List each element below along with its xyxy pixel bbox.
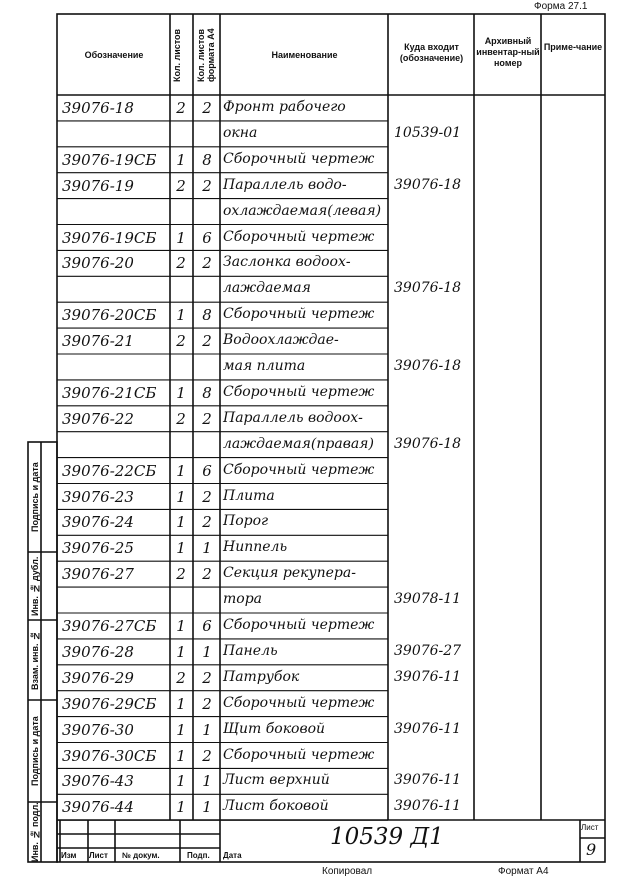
cell-sheet-count: 2 xyxy=(176,176,186,195)
cell-name: Параллель водо- xyxy=(223,176,347,193)
cell-sheet-count: 1 xyxy=(176,383,186,402)
cell-name: Сборочный чертеж xyxy=(223,461,375,478)
side-stamp-label: Подпись и дата xyxy=(30,462,40,532)
cell-a4-count: 1 xyxy=(202,642,212,661)
cell-name: Секция рекупера- xyxy=(223,565,356,582)
form-label: Форма 27.1 xyxy=(534,1,588,12)
cell-where-used: 39076-27 xyxy=(394,642,462,659)
cell-name: Сборочный чертеж xyxy=(223,306,375,323)
table-row xyxy=(0,147,621,173)
cell-designation: 39076-30СБ xyxy=(62,746,157,765)
cell-a4-count: 8 xyxy=(202,150,212,169)
cell-sheet-count: 1 xyxy=(176,306,186,325)
cell-designation: 39076-27 xyxy=(62,565,134,584)
cell-designation: 39076-19СБ xyxy=(62,150,157,169)
cell-name: Сборочный чертеж xyxy=(223,694,375,711)
cell-where-used: 39076-18 xyxy=(394,176,462,193)
cell-a4-count: 2 xyxy=(202,487,212,506)
cell-designation: 39076-19 xyxy=(62,176,134,195)
col-date: Дата xyxy=(223,851,242,860)
table-row xyxy=(0,587,621,613)
cell-sheet-count: 1 xyxy=(176,617,186,635)
table-row xyxy=(0,613,621,639)
cell-a4-count: 2 xyxy=(202,668,212,687)
table-row xyxy=(0,535,621,561)
cell-a4-count: 2 xyxy=(202,409,212,428)
table-row xyxy=(0,121,621,147)
table-row xyxy=(0,432,621,458)
cell-designation: 39076-29СБ xyxy=(62,694,157,713)
cell-name: Панель xyxy=(223,642,278,659)
cell-name: Сборочный чертеж xyxy=(223,746,375,763)
cell-name: Водоохлаждае- xyxy=(223,332,339,349)
cell-where-used: 39076-18 xyxy=(394,358,462,374)
format-label: Формат А4 xyxy=(498,866,549,877)
cell-a4-count: 2 xyxy=(202,746,212,765)
table-row xyxy=(0,484,621,510)
cell-sheet-count: 2 xyxy=(176,332,186,351)
cell-where-used: 39076-11 xyxy=(394,720,462,737)
header-sheet-count: Кол. листов xyxy=(172,28,182,82)
table-row xyxy=(0,199,621,225)
cell-a4-count: 2 xyxy=(202,254,212,273)
cell-name: мая плита xyxy=(223,358,306,374)
cell-a4-count: 6 xyxy=(202,617,212,635)
cell-designation: 39076-30 xyxy=(62,720,134,739)
cell-a4-count: 2 xyxy=(202,332,212,351)
cell-name: Плита xyxy=(223,487,275,504)
side-stamp-label: Взам. инв. № xyxy=(30,630,40,690)
side-stamp-label: Подпись и дата xyxy=(30,716,40,786)
header-designation: Обозначение xyxy=(84,50,144,60)
cell-sheet-count: 2 xyxy=(176,668,186,687)
table-row xyxy=(0,250,621,276)
cell-a4-count: 1 xyxy=(202,772,212,791)
cell-name: охлаждаемая(левая) xyxy=(223,202,382,219)
table-row xyxy=(0,743,621,769)
header-archive: Архивный инвентар-ный номер xyxy=(476,36,540,68)
cell-a4-count: 6 xyxy=(202,461,212,480)
cell-sheet-count: 2 xyxy=(176,409,186,428)
cell-sheet-count: 1 xyxy=(176,461,186,480)
cell-a4-count: 2 xyxy=(202,176,212,195)
sheet-number: 9 xyxy=(586,840,597,859)
cell-designation: 39076-24 xyxy=(62,513,134,532)
table-row xyxy=(0,95,621,121)
sheet-label: Лист xyxy=(581,823,599,832)
table-row xyxy=(0,380,621,406)
cell-a4-count: 2 xyxy=(202,99,212,117)
cell-sheet-count: 1 xyxy=(176,772,186,791)
header-note: Приме-чание xyxy=(543,42,603,52)
cell-name: Сборочный чертеж xyxy=(223,150,375,167)
header-where-used: Куда входит (обозначение) xyxy=(399,42,464,63)
cell-designation: 39076-21 xyxy=(62,332,134,351)
table-row xyxy=(0,794,621,820)
cell-sheet-count: 1 xyxy=(176,513,186,532)
table-row xyxy=(0,691,621,717)
table-row xyxy=(0,302,621,328)
cell-name: Щит боковой xyxy=(223,720,326,737)
cell-designation: 39076-22 xyxy=(62,409,134,428)
cell-designation: 39076-22СБ xyxy=(62,461,157,480)
cell-sheet-count: 1 xyxy=(176,539,186,558)
cell-where-used: 10539-01 xyxy=(394,124,462,141)
cell-where-used: 39078-11 xyxy=(394,591,462,608)
cell-sheet-count: 1 xyxy=(176,487,186,506)
cell-designation: 39076-21СБ xyxy=(62,383,157,402)
col-sign: Подп. xyxy=(187,851,210,860)
table-row xyxy=(0,276,621,302)
cell-name: Сборочный чертеж xyxy=(223,383,375,400)
cell-designation: 39076-29 xyxy=(62,668,134,687)
cell-a4-count: 2 xyxy=(202,513,212,532)
cell-designation: 39076-27СБ xyxy=(62,617,157,635)
cell-a4-count: 1 xyxy=(202,539,212,558)
cell-a4-count: 8 xyxy=(202,383,212,402)
cell-sheet-count: 2 xyxy=(176,565,186,584)
header-name: Наименование xyxy=(271,50,338,60)
col-izm: Изм xyxy=(61,851,77,860)
cell-sheet-count: 1 xyxy=(176,798,186,817)
cell-name: Сборочный чертеж xyxy=(223,228,375,245)
cell-name: лаждаемая(правая) xyxy=(223,435,374,452)
table-row xyxy=(0,225,621,251)
cell-name: Параллель водоох- xyxy=(223,409,363,426)
cell-where-used: 39076-11 xyxy=(394,772,462,789)
cell-sheet-count: 2 xyxy=(176,254,186,273)
copied-label: Копировал xyxy=(322,866,373,877)
cell-name: окна xyxy=(223,124,258,141)
cell-designation: 39076-25 xyxy=(62,539,134,558)
table-row xyxy=(0,458,621,484)
cell-where-used: 39076-11 xyxy=(394,798,462,815)
cell-a4-count: 1 xyxy=(202,720,212,739)
cell-designation: 39076-20 xyxy=(62,254,134,273)
side-stamp-label: Инв. № подл. xyxy=(30,802,40,862)
col-doc-no: № докум. xyxy=(122,851,160,860)
table-row xyxy=(0,354,621,380)
cell-designation: 39076-23 xyxy=(62,487,134,506)
cell-name: тора xyxy=(223,591,263,608)
table-row xyxy=(0,639,621,665)
cell-where-used: 39076-18 xyxy=(394,435,462,452)
cell-designation: 39076-19СБ xyxy=(62,228,157,247)
cell-name: Лист боковой xyxy=(223,798,329,815)
cell-where-used: 39076-11 xyxy=(394,668,462,685)
cell-sheet-count: 1 xyxy=(176,228,186,247)
table-row xyxy=(0,717,621,743)
cell-sheet-count: 1 xyxy=(176,746,186,765)
cell-sheet-count: 1 xyxy=(176,694,186,713)
table-row xyxy=(0,173,621,199)
cell-name: Ниппель xyxy=(223,539,288,556)
cell-designation: 39076-28 xyxy=(62,642,134,661)
cell-a4-count: 2 xyxy=(202,565,212,584)
cell-name: Сборочный чертеж xyxy=(223,617,375,633)
table-row xyxy=(0,509,621,535)
table-row xyxy=(0,665,621,691)
cell-designation: 39076-44 xyxy=(62,798,134,817)
table-row xyxy=(0,406,621,432)
cell-sheet-count: 1 xyxy=(176,642,186,661)
cell-sheet-count: 1 xyxy=(176,150,186,169)
cell-name: Лист верхний xyxy=(223,772,330,789)
cell-a4-count: 1 xyxy=(202,798,212,817)
table-row xyxy=(0,768,621,794)
doc-number: 10539 Д1 xyxy=(330,824,444,850)
cell-a4-count: 2 xyxy=(202,694,212,713)
table-row xyxy=(0,328,621,354)
cell-a4-count: 6 xyxy=(202,228,212,247)
cell-sheet-count: 1 xyxy=(176,720,186,739)
cell-name: лаждаемая xyxy=(223,280,311,297)
cell-name: Патрубок xyxy=(223,668,300,685)
cell-designation: 39076-18 xyxy=(62,99,134,117)
col-list: Лист xyxy=(89,851,108,860)
table-row xyxy=(0,561,621,587)
cell-name: Заслонка водоох- xyxy=(223,254,351,271)
side-stamp-label: Инв. № дубл. xyxy=(30,556,40,616)
cell-designation: 39076-43 xyxy=(62,772,134,791)
cell-a4-count: 8 xyxy=(202,306,212,325)
cell-where-used: 39076-18 xyxy=(394,280,462,297)
cell-sheet-count: 2 xyxy=(176,99,186,117)
cell-designation: 39076-20СБ xyxy=(62,306,157,325)
header-a4-count: Кол. листов формата А4 xyxy=(196,28,216,82)
cell-name: Фронт рабочего xyxy=(223,99,346,115)
cell-name: Порог xyxy=(223,513,269,530)
